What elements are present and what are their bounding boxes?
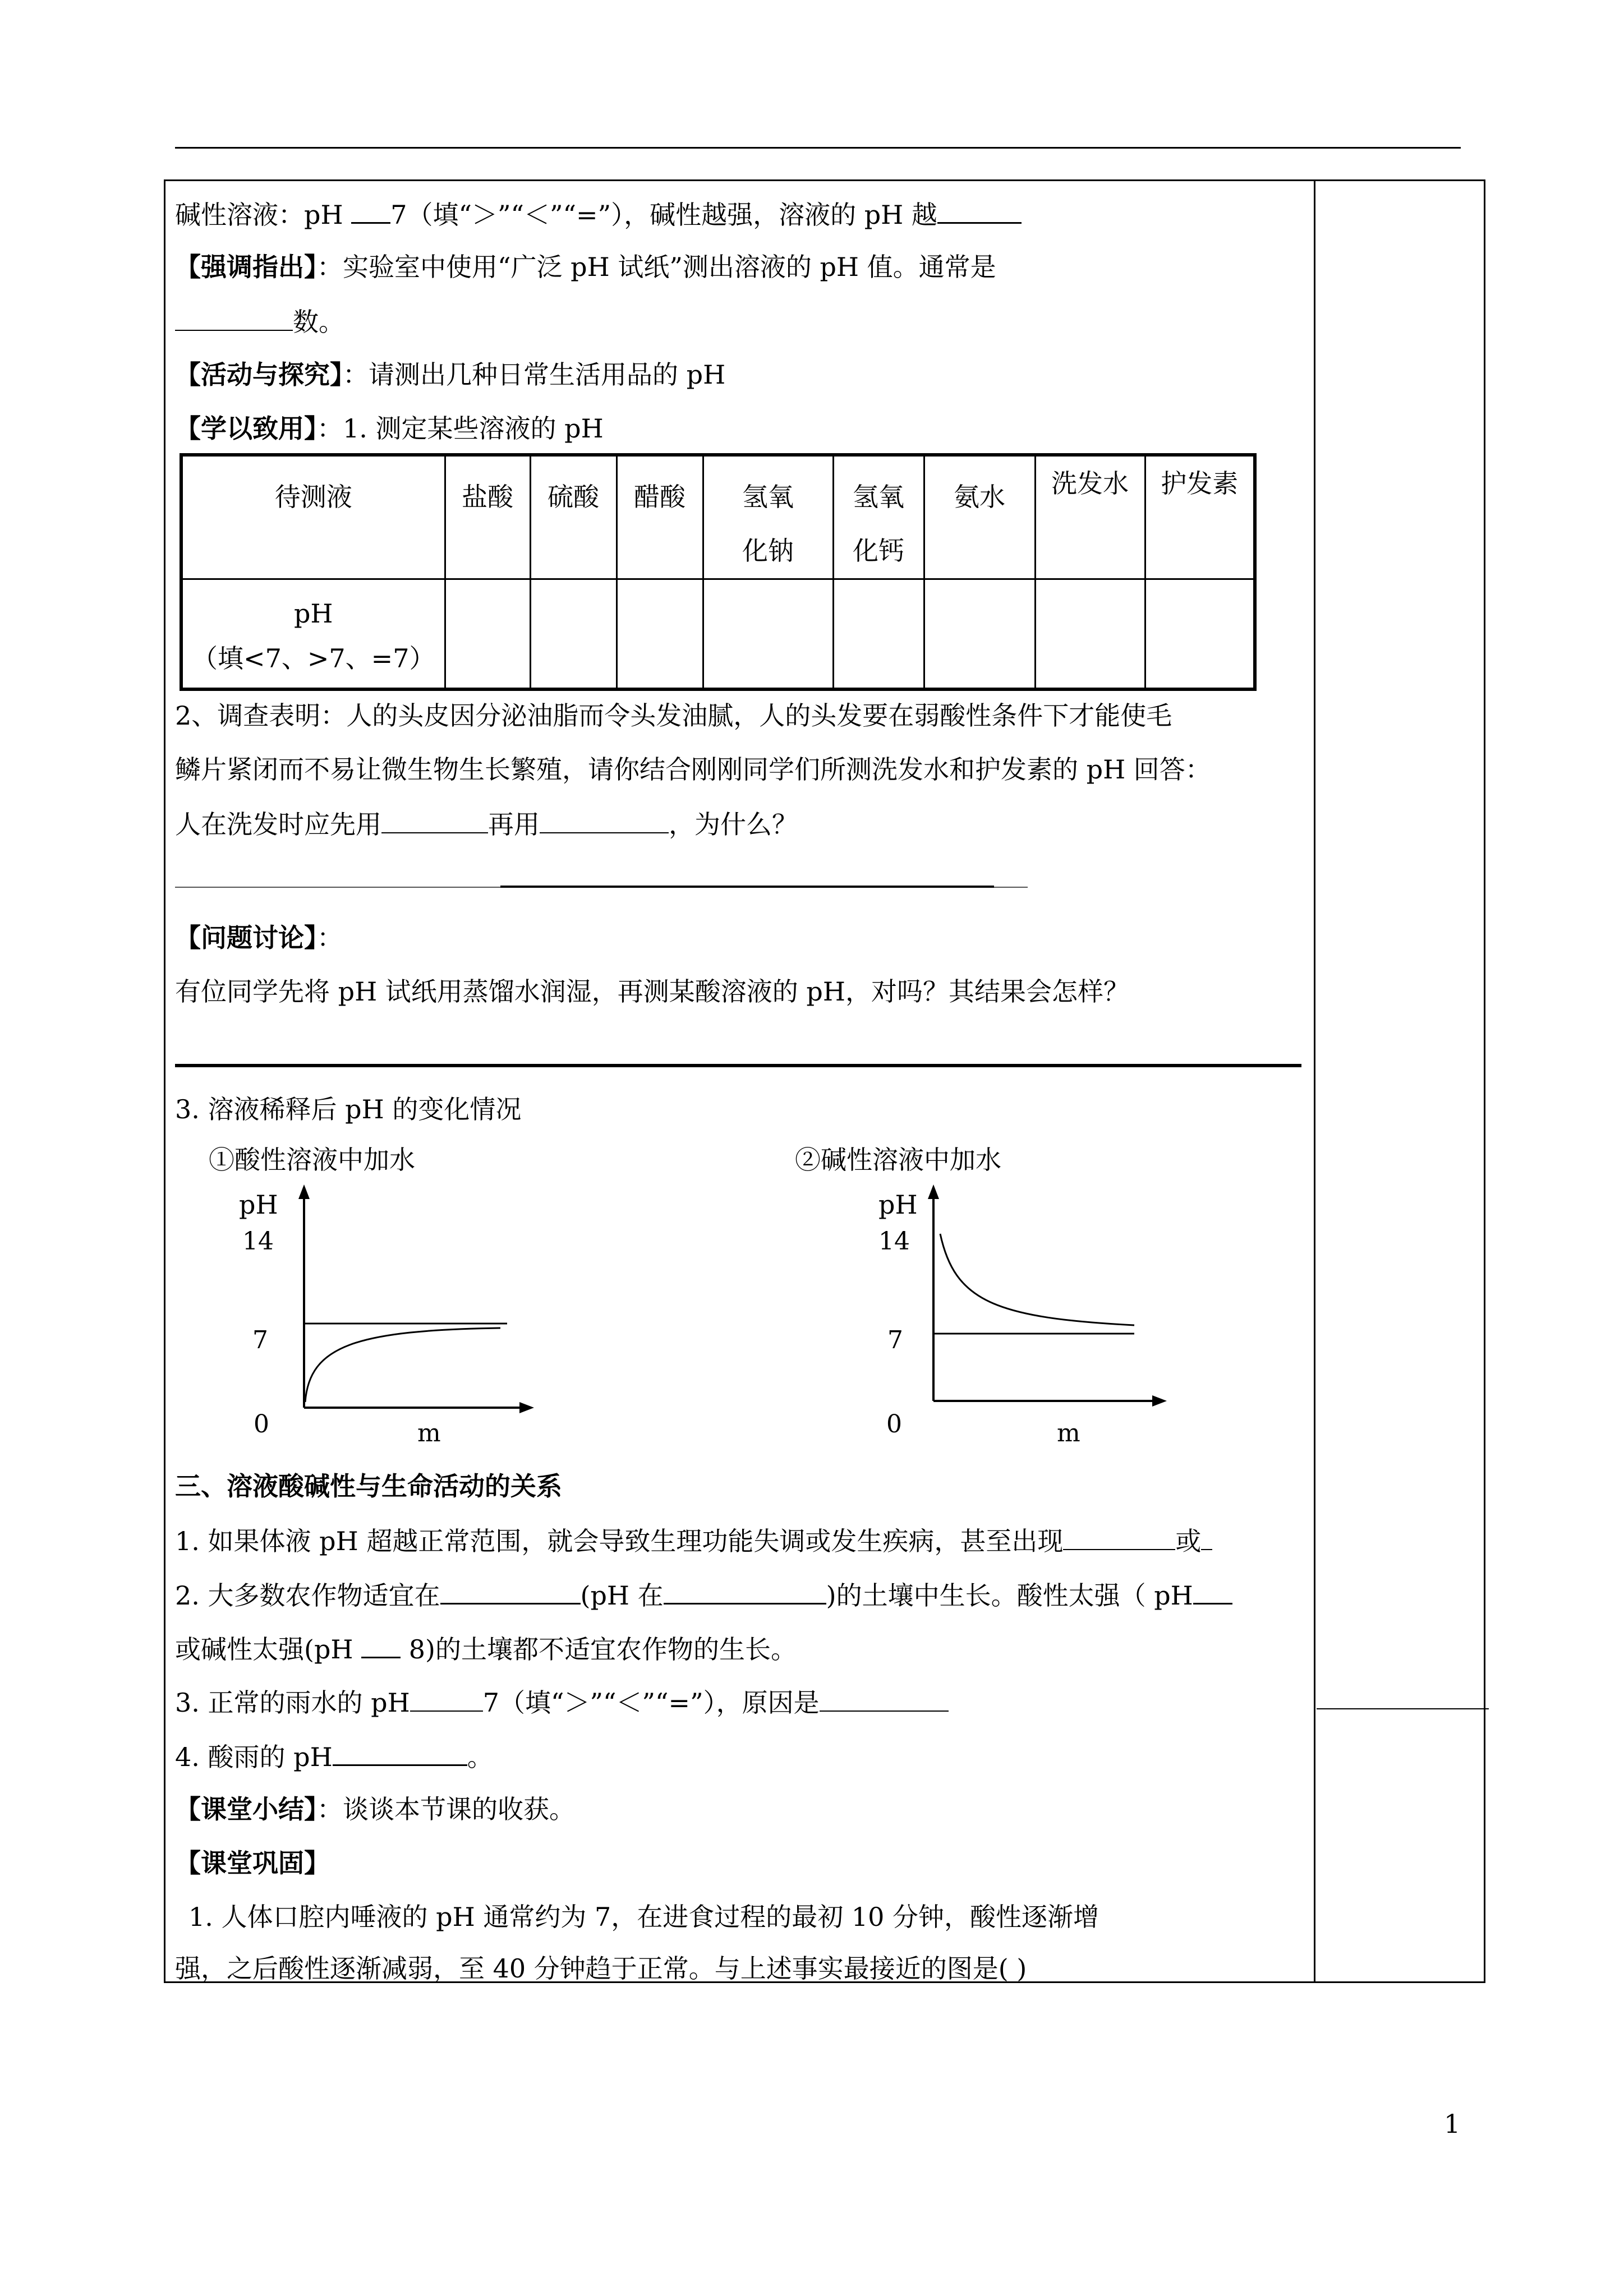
summary-line bbox=[175, 1792, 575, 1826]
table-row bbox=[181, 579, 1255, 689]
fill-blank[interactable] bbox=[1193, 1577, 1232, 1605]
x-axis-arrow bbox=[1152, 1395, 1167, 1407]
fill-blank[interactable] bbox=[540, 806, 669, 833]
table-header-cell: 醋酸 bbox=[617, 455, 703, 579]
table-header-cell: 盐酸 bbox=[445, 455, 530, 579]
ph-row-label-2: （填<7、>7、=7） bbox=[192, 643, 435, 674]
consolidation-question-1-line-2: 强，之后酸性逐渐减弱，至 40 分钟趋于正常。与上述事实最接近的图是( ) bbox=[175, 1953, 1027, 1984]
table-header-cell: 护发素 bbox=[1145, 455, 1255, 579]
question-2-text: 人在洗发时应先用 bbox=[175, 809, 381, 840]
y-tick-14: 14 bbox=[242, 1227, 274, 1256]
table-input-cell[interactable] bbox=[703, 579, 833, 689]
activity-tag: 【活动与探究】 bbox=[175, 359, 343, 390]
x-axis-label: m bbox=[417, 1419, 441, 1447]
item-3-text: 3. 正常的雨水的 pH bbox=[175, 1688, 410, 1718]
table-input-cell[interactable] bbox=[617, 579, 703, 689]
item-1-text: 1. 如果体液 pH 超越正常范围，就会导致生理功能失调或发生疾病，甚至出现 bbox=[175, 1526, 1064, 1556]
item-4-text: 。 bbox=[467, 1742, 493, 1772]
table-input-cell[interactable] bbox=[530, 579, 617, 689]
basic-solution-text: 7（填“＞”“＜”“=”），碱性越强，溶液的 pH 越 bbox=[390, 200, 937, 230]
table-header-cell: 待测液 bbox=[181, 455, 445, 579]
activity-text: ：请测出几种日常生活用品的 pH bbox=[343, 359, 726, 390]
ph-row-label-1: pH bbox=[293, 598, 333, 629]
page-number: 1 bbox=[1444, 2109, 1461, 2139]
item-3-line bbox=[175, 1685, 949, 1719]
ph-measurement-table bbox=[180, 453, 1257, 691]
item-2-text: 或碱性太强(pH bbox=[175, 1634, 362, 1665]
section-3-heading: 三、溶液酸碱性与生命活动的关系 bbox=[175, 1471, 562, 1501]
answer-line[interactable] bbox=[175, 887, 500, 888]
y-axis-arrow bbox=[298, 1184, 310, 1199]
table-header-cell: 硫酸 bbox=[530, 455, 617, 579]
ph-row-label bbox=[181, 579, 445, 689]
fill-blank[interactable] bbox=[937, 196, 1022, 224]
fill-blank[interactable] bbox=[351, 196, 390, 224]
fill-blank[interactable] bbox=[410, 1685, 483, 1712]
fill-blank[interactable] bbox=[820, 1685, 949, 1712]
table-input-cell[interactable] bbox=[1035, 579, 1145, 689]
acid-dilution-graph bbox=[231, 1167, 714, 1464]
basic-solution-prefix: 碱性溶液：pH bbox=[175, 200, 352, 230]
table-header-row bbox=[181, 455, 1255, 579]
table-input-cell[interactable] bbox=[1145, 579, 1255, 689]
question-2-line-3 bbox=[175, 806, 798, 841]
dilution-title: 3. 溶液稀释后 pH 的变化情况 bbox=[175, 1094, 522, 1124]
fill-blank[interactable] bbox=[664, 1577, 826, 1605]
y-tick-14: 14 bbox=[878, 1227, 910, 1256]
x-axis-label: m bbox=[1057, 1419, 1080, 1447]
item-2-text: 8)的土壤都不适宜农作物的生长。 bbox=[401, 1634, 797, 1665]
acid-dilution-curve bbox=[305, 1328, 500, 1402]
y-axis-arrow bbox=[928, 1184, 939, 1199]
table-header-cell: 氢氧化钠 bbox=[703, 455, 833, 579]
y-axis-label: pH bbox=[878, 1190, 918, 1220]
fill-blank[interactable] bbox=[1063, 1523, 1175, 1550]
y-axis-label: pH bbox=[239, 1190, 278, 1220]
application-text: ：1. 测定某些溶液的 pH bbox=[317, 413, 604, 444]
application-line bbox=[175, 412, 604, 445]
fill-blank[interactable] bbox=[440, 1577, 581, 1605]
discussion-tag: 【问题讨论】 bbox=[175, 923, 317, 953]
table-input-cell[interactable] bbox=[924, 579, 1035, 689]
table-header-cell: 洗发水 bbox=[1035, 455, 1145, 579]
summary-tag: 【课堂小结】 bbox=[175, 1794, 317, 1824]
consolidation-question-1-line-1: 1. 人体口腔内唾液的 pH 通常约为 7，在进食过程的最初 10 分钟，酸性逐渐增 bbox=[188, 1902, 1099, 1932]
summary-text: ：谈谈本节课的收获。 bbox=[317, 1794, 575, 1824]
acid-graph-label: ①酸性溶液中加水 bbox=[209, 1145, 415, 1175]
basic-solution-line bbox=[175, 196, 1022, 232]
item-2-line bbox=[175, 1577, 1232, 1612]
base-graph-label: ②碱性溶液中加水 bbox=[795, 1145, 1001, 1175]
origin-label: 0 bbox=[886, 1410, 902, 1439]
emphasis-line-2 bbox=[175, 304, 344, 339]
fill-blank[interactable] bbox=[333, 1739, 467, 1766]
emphasis-text-end: 数。 bbox=[293, 307, 344, 337]
x-axis-arrow bbox=[519, 1402, 534, 1413]
question-2-text: 再用 bbox=[488, 809, 540, 840]
fill-blank[interactable] bbox=[175, 304, 293, 331]
question-2-line-2: 鳞片紧闭而不易让微生物生长繁殖，请你结合刚刚同学们所测洗发水和护发素的 pH 回答： bbox=[175, 754, 1211, 785]
answer-line[interactable] bbox=[500, 886, 994, 888]
item-1-line bbox=[175, 1523, 1212, 1558]
y-tick-7: 7 bbox=[252, 1326, 268, 1354]
header-rule bbox=[175, 147, 1461, 149]
fill-blank[interactable] bbox=[381, 806, 488, 833]
item-2-text: 2. 大多数农作物适宜在 bbox=[175, 1580, 440, 1611]
origin-label: 0 bbox=[254, 1410, 269, 1439]
item-2-text: )的土壤中生长。酸性太强（ pH bbox=[826, 1580, 1193, 1611]
fill-blank[interactable] bbox=[361, 1631, 401, 1658]
answer-line[interactable] bbox=[994, 887, 1028, 888]
section-divider bbox=[175, 1064, 1301, 1067]
item-1-or: 或 bbox=[1175, 1526, 1202, 1556]
question-2-text: ，为什么？ bbox=[669, 809, 798, 840]
item-2-line-2 bbox=[175, 1631, 797, 1666]
table-header-cell: 氢氧化钙 bbox=[833, 455, 924, 579]
item-3-text: 7（填“＞”“＜”“=”），原因是 bbox=[482, 1688, 820, 1718]
discussion-question: 有位同学先将 pH 试纸用蒸馏水润湿，再测某酸溶液的 pH，对吗？其结果会怎样？ bbox=[175, 976, 1129, 1007]
answer-line[interactable] bbox=[1317, 1708, 1489, 1709]
item-2-text: (pH 在 bbox=[580, 1580, 664, 1611]
item-4-text: 4. 酸雨的 pH bbox=[175, 1742, 333, 1772]
fill-blank[interactable] bbox=[1201, 1523, 1212, 1550]
question-2-line-1: 2、调查表明：人的头皮因分泌油脂而令头发油腻，人的头发要在弱酸性条件下才能使毛 bbox=[175, 700, 1172, 731]
consolidation-heading: 【课堂巩固】 bbox=[175, 1848, 330, 1878]
emphasis-tag: 【强调指出】 bbox=[175, 252, 317, 282]
base-dilution-graph bbox=[871, 1167, 1353, 1464]
table-input-cell[interactable] bbox=[833, 579, 924, 689]
emphasis-line bbox=[175, 250, 996, 284]
discussion-heading bbox=[175, 921, 343, 955]
base-dilution-curve bbox=[940, 1234, 1134, 1325]
table-input-cell[interactable] bbox=[445, 579, 530, 689]
y-tick-7: 7 bbox=[887, 1326, 903, 1354]
notes-column-divider bbox=[1314, 179, 1315, 1983]
table-header-cell: 氨水 bbox=[924, 455, 1035, 579]
application-tag: 【学以致用】 bbox=[175, 413, 317, 444]
item-4-line bbox=[175, 1739, 493, 1774]
emphasis-text: ：实验室中使用“广泛 pH 试纸”测出溶液的 pH 值。通常是 bbox=[317, 252, 996, 282]
discussion-colon: ： bbox=[317, 923, 343, 953]
activity-line bbox=[175, 358, 725, 391]
